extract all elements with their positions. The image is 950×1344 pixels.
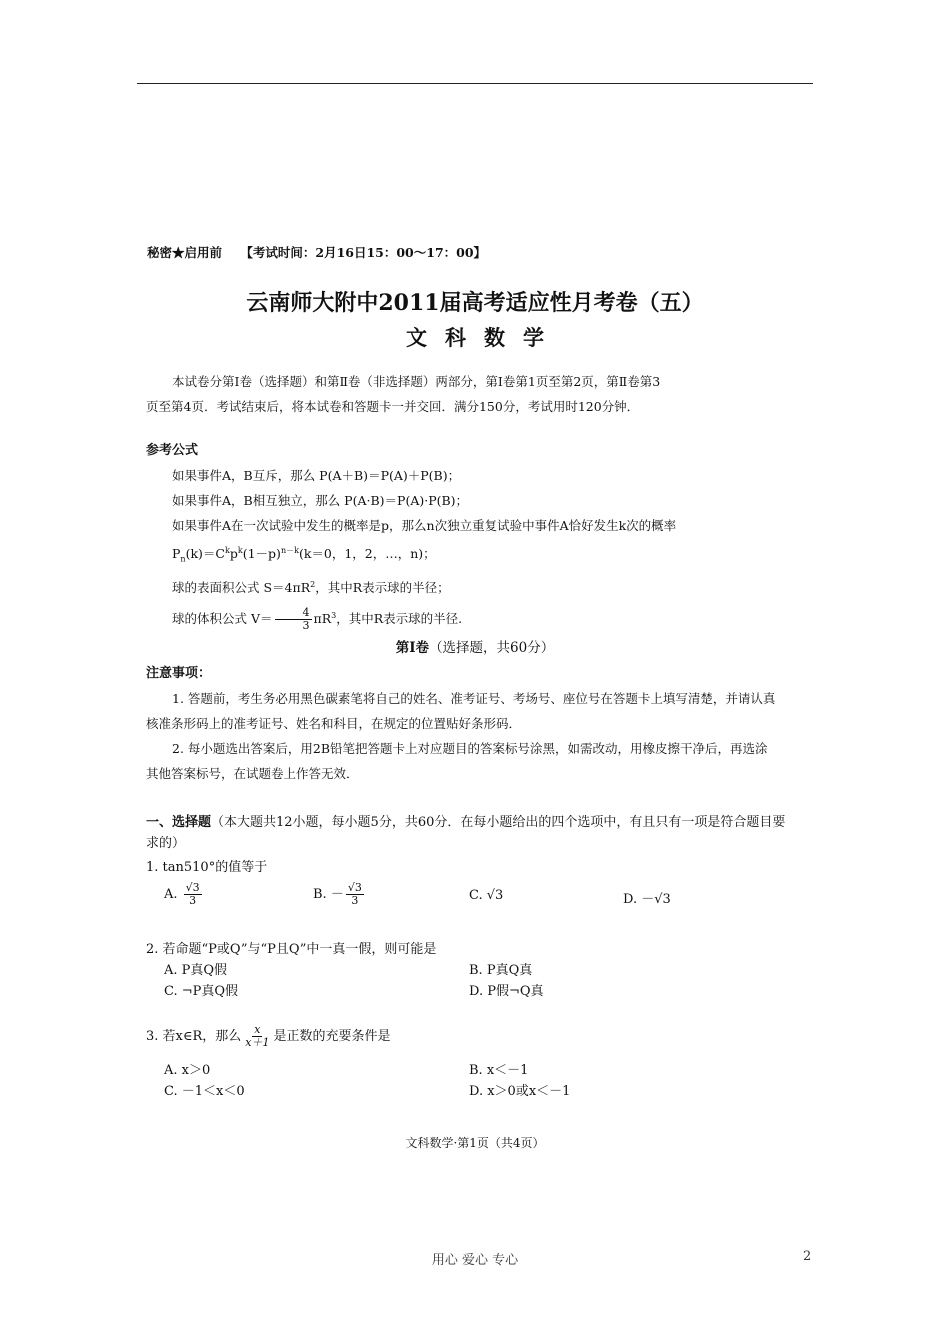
subject-title: 文科数学 [406, 325, 562, 350]
fraction: $\frac{x}{x+1}$ [245, 1023, 270, 1049]
notes-section [146, 661, 776, 786]
notes-heading: 注意事项： [146, 666, 212, 681]
formula-2: 如果事件A，B相互独立，那么 P(A·B)＝P(A)·P(B)； [172, 493, 469, 508]
page-title: 云南师大附中2011届高考适应性月考卷（五） [246, 290, 704, 316]
formula-3: 如果事件A在一次试验中发生的概率是p，那么n次独立重复试验中事件A恰好发生k次的概率 [172, 518, 677, 533]
formula-4: $P_n(k)=C^kp^k(1-p)^{n-k}(k=0$，1，2，…，n)； [172, 546, 436, 564]
page-footer-info: 文科数学·第1页（共4页） [405, 1136, 545, 1150]
intro-line-1: 本试卷分第Ⅰ卷（选择题）和第Ⅱ卷（非选择题）两部分，第Ⅰ卷第1页至第2页，第Ⅱ卷第3 [172, 374, 661, 389]
q3-option-a: A. x＞0 [164, 1063, 211, 1078]
q1-option-b: B. － $\frac{√3}{3}$ [313, 881, 362, 907]
exam-header [147, 243, 486, 261]
secret-label: 秘密★启用前 [147, 245, 223, 260]
q1-option-c: C. √3 [469, 888, 504, 903]
q2-option-a: A. P真Q假 [164, 963, 228, 978]
formula-section [146, 438, 786, 632]
footer-motto: 用心 爱心 专心 [431, 1253, 519, 1268]
page-number: 2 [803, 1249, 812, 1264]
q3-option-b: B. x＜－1 [469, 1063, 529, 1078]
section1-label: 一、选择题 [146, 815, 212, 830]
q2-stem: 2. 若命题“P或Q”与“P且Q”中一真一假，则可能是 [146, 942, 437, 957]
note-2: 2. 每小题选出答案后，用2B铅笔把答题卡上对应题目的答案标号涂黑，如需改动，用橡皮擦干净后，再选涂其他答案标号，在试题卷上作答无效． [146, 741, 768, 781]
q3-option-d: D. x＞0或x＜－1 [469, 1084, 571, 1099]
formula-6: 球的体积公式 V＝ $\frac{4}{3}$ $\pi R^3$，其中R表示球的半径. [172, 605, 463, 632]
formula-5: 球的表面积公式 $S=4\pi R^2$，其中R表示球的半径； [172, 579, 450, 595]
q1-stem: 1. tan510°的值等于 [146, 860, 268, 875]
intro-paragraph [146, 369, 786, 419]
q2-option-d: D. P假¬Q真 [469, 984, 544, 999]
section1-intro [146, 812, 786, 854]
fraction: $\frac{4}{3}$ [275, 607, 312, 632]
exam-time: 【考试时间：2月16日15：00～17：00】 [240, 245, 487, 260]
intro-line-2: 页至第4页．考试结束后，将本试卷和答题卡一并交回．满分150分，考试用时120分钟． [146, 399, 640, 414]
q1-option-a: A. $\frac{√3}{3}$ [164, 881, 200, 907]
section1-desc: （本大题共12小题，每小题5分，共60分．在每小题给出的四个选项中，有且只有一项是符合题目要求的） [146, 815, 786, 851]
formula-1: 如果事件A，B互斥，那么 P(A＋B)＝P(A)＋P(B)； [172, 468, 461, 483]
formula-heading: 参考公式 [146, 443, 199, 458]
q2-option-c: C. ¬P真Q假 [164, 984, 239, 999]
q2-option-b: B. P真Q真 [469, 963, 533, 978]
part1-heading: 第Ⅰ卷（选择题，共60分） [395, 640, 555, 656]
top-rule [137, 83, 813, 84]
q1-option-d: D. －√3 [623, 892, 671, 907]
note-1: 1. 答题前，考生务必用黑色碳素笔将自己的姓名、准考证号、考场号、座位号在答题卡上填写清楚，并请认真核准条形码上的准考证号、姓名和科目，在规定的位置贴好条形码． [146, 691, 776, 731]
q3-option-c: C. －1＜x＜0 [164, 1084, 245, 1099]
q3-stem: 3. 若x∈R，那么 $\frac{x}{x+1}$ 是正数的充要条件是 [146, 1023, 391, 1049]
